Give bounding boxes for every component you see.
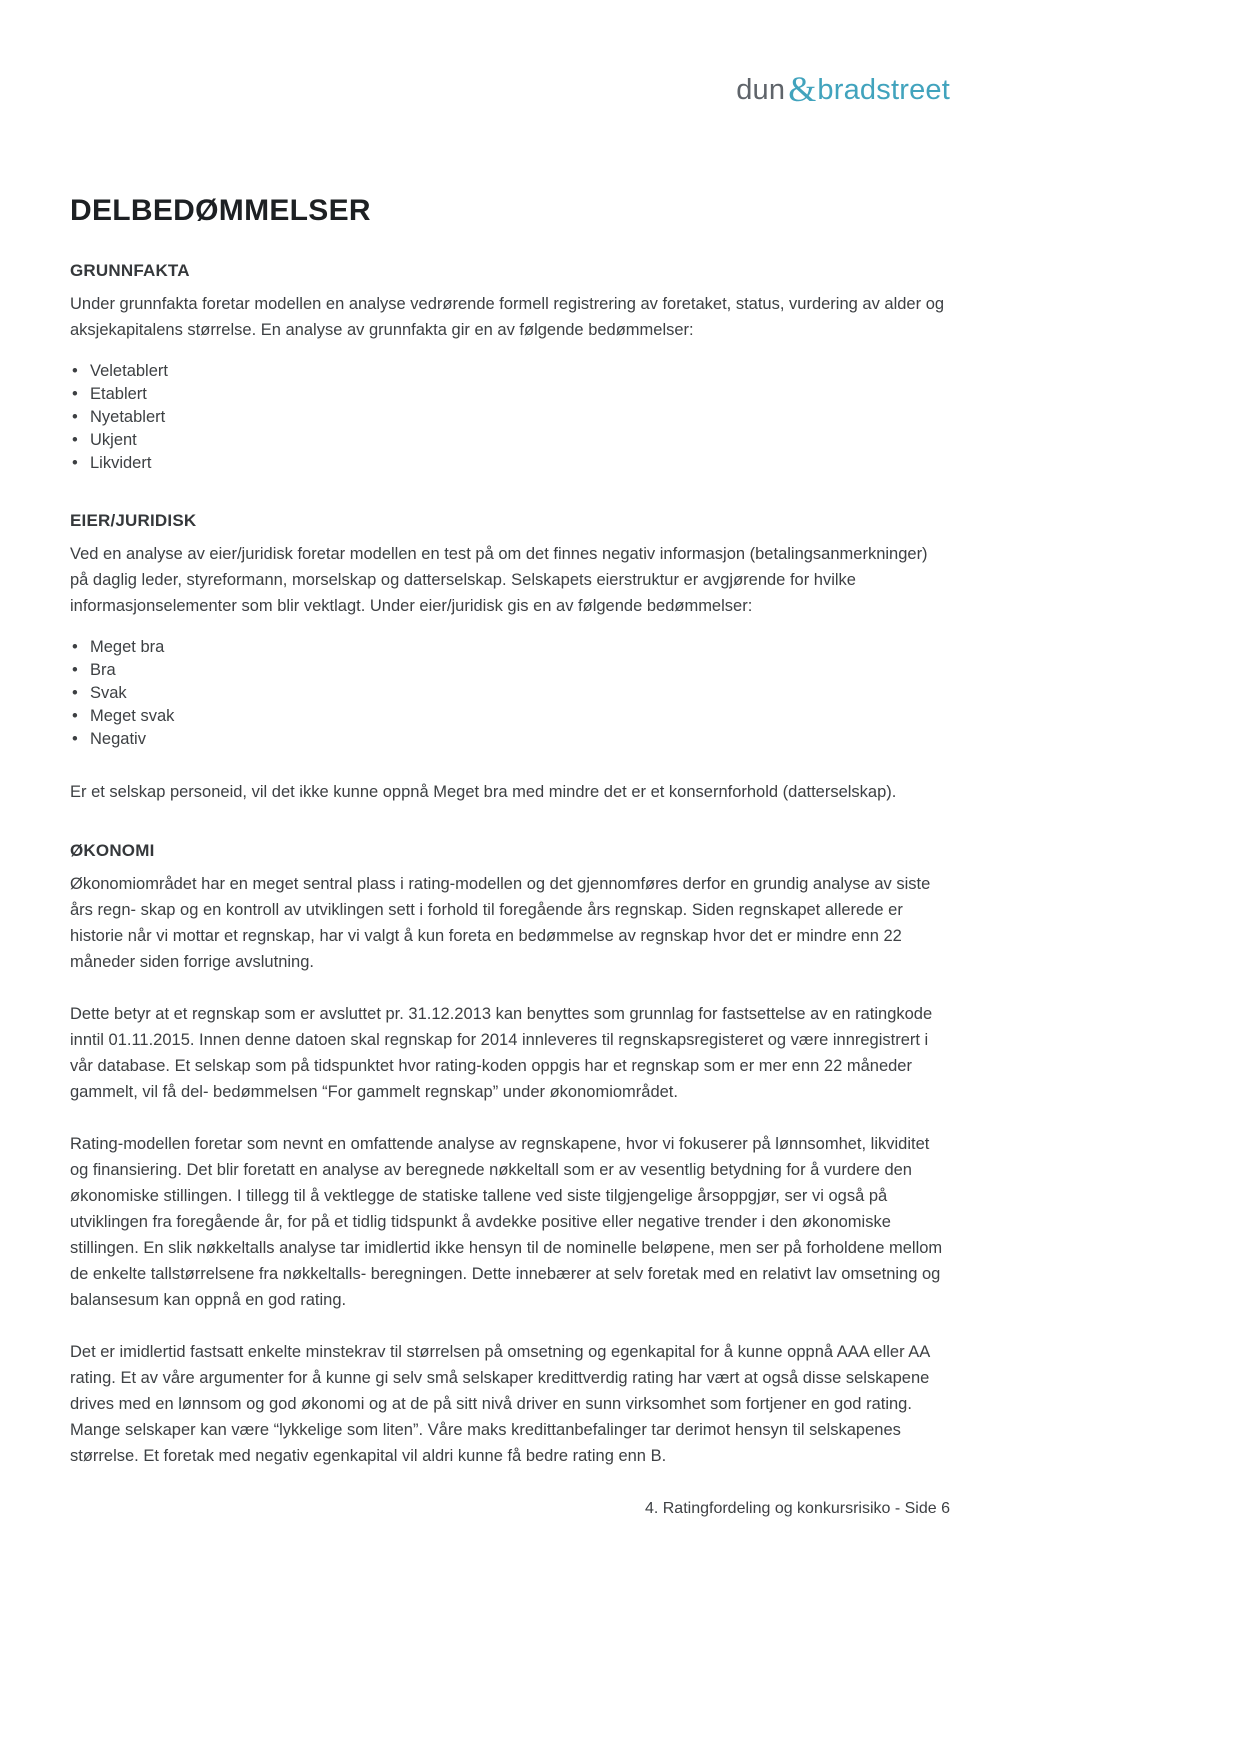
bullet-item: • Ukjent [72,429,950,452]
section-okonomi [70,839,950,1469]
bullet-item: • Veletablert [72,360,950,383]
section-heading-okonomi: ØKONOMI [70,841,155,860]
bullet-item: • Svak [72,682,950,705]
grunnfakta-bullet-list [72,360,950,475]
bullet-item: • Meget bra [72,636,950,659]
section-note: Er et selskap personeid, vil det ikke kunne oppnå Meget bra med mindre det er et konsernforhold (datterselskap). [70,783,897,801]
section-eier-juridisk [70,509,950,805]
page-footer: 4. Ratingfordeling og konkursrisiko - Side 6 [644,1500,950,1517]
section-heading-eier-juridisk: EIER/JURIDISK [70,511,197,530]
body-paragraph: Dette betyr at et regnskap som er avsluttet pr. 31.12.2013 kan benyttes som grunnlag for fastsettelse av en ratingkode inntil 01.11.2015. Innen denne datoen skal regnskap for 2014 innleveres til regnskapsregisteret og være innregistrert i vår database. Et selskap som på tidspunktet hvor rating-koden oppgis har et regnskap som er mer enn 22 måneder gammelt, vil få del- bedømmelsen “For gammelt regnskap” under økonomiområdet. [70,1005,933,1101]
body-paragraph: Rating-modellen foretar som nevnt en omfattende analyse av regnskapene, hvor vi fokuserer på lønnsomhet, likviditet og finansiering. Det blir foretatt en analyse av beregnede nøkkeltall som er av vesentlig betydning for å vurdere den økonomiske stillingen. I tillegg til å vektlegge de statiske tallene ved siste tilgjengelige årsoppgjør, ser vi også på utviklingen fra foregående år, for på et tidlig tidspunkt å avdekke positive eller negative trender i den økonomiske stillingen. En slik nøkkeltalls analyse tar imidlertid ikke hensyn til de nominelle beløpene, men ser på forholdene mellom de enkelte tallstørrelsene fra nøkkeltalls- beregningen. Dette innebærer at selv foretak med en relativt lav omsetning og balansesum kan oppnå en god rating. [70,1135,943,1309]
logo-text-bradstreet: bradstreet [817,74,950,106]
bullet-item: • Etablert [72,383,950,406]
bullet-item: • Negativ [72,728,950,751]
bullet-item: • Likvidert [72,452,950,475]
bullet-item: • Nyetablert [72,406,950,429]
bullet-item: • Meget svak [72,705,950,728]
section-intro: Ved en analyse av eier/juridisk foretar modellen en test på om det finnes negativ informasjon (betalingsanmerkninger) på daglig leder, styreformann, morselskap og datterselskap. Selskapets eierstruktur er avgjørende for hvilke informasjonselementer som blir vektlagt. Under eier/juridisk gis en av følgende bedømmelser: [70,545,928,615]
content-area [0,69,950,1469]
section-heading-grunnfakta: GRUNNFAKTA [70,261,190,280]
section-intro: Under grunnfakta foretar modellen en analyse vedrørende formell registrering av foretaket, status, vurdering av alder og aksjekapitalens størrelse. En analyse av grunnfakta gir en av følgende bedømmelser: [70,295,945,339]
logo-text-dun: dun [736,74,786,106]
body-paragraph: Det er imidlertid fastsatt enkelte minstekrav til størrelsen på omsetning og egenkapital for å kunne oppnå AAA eller AA rating. Et av våre argumenter for å kunne gi selv små selskaper kredittverdig rating har vært at også disse selskapene drives med en lønnsom og god økonomi og at de på sitt nivå driver en sunn virksomhet som fortjener en god rating. Mange selskaper kan være “lykkelige som liten”. Våre maks kredittanbefalinger tar derimot hensyn til selskapenes størrelse. Et foretak med negativ egenkapital vil aldri kunne få bedre rating enn B. [70,1343,930,1465]
logo-ampersand-icon: & [788,69,817,109]
section-grunnfakta [70,259,950,475]
brand-logo [70,69,950,109]
page-title: DELBEDØMMELSER [70,194,371,227]
body-paragraph: Økonomiområdet har en meget sentral plass i rating-modellen og det gjennomføres derfor en grundig analyse av siste års regn- skap og en kontroll av utviklingen sett i forhold til foregående års regnskap. Siden regnskapet allerede er historie når vi mottar et regnskap, har vi valgt å kun foreta en bedømmelse av regnskap hvor det er mindre enn 22 måneder siden forrige avslutning. [70,875,931,971]
eier-juridisk-bullet-list [72,636,950,751]
bullet-item: • Bra [72,659,950,682]
